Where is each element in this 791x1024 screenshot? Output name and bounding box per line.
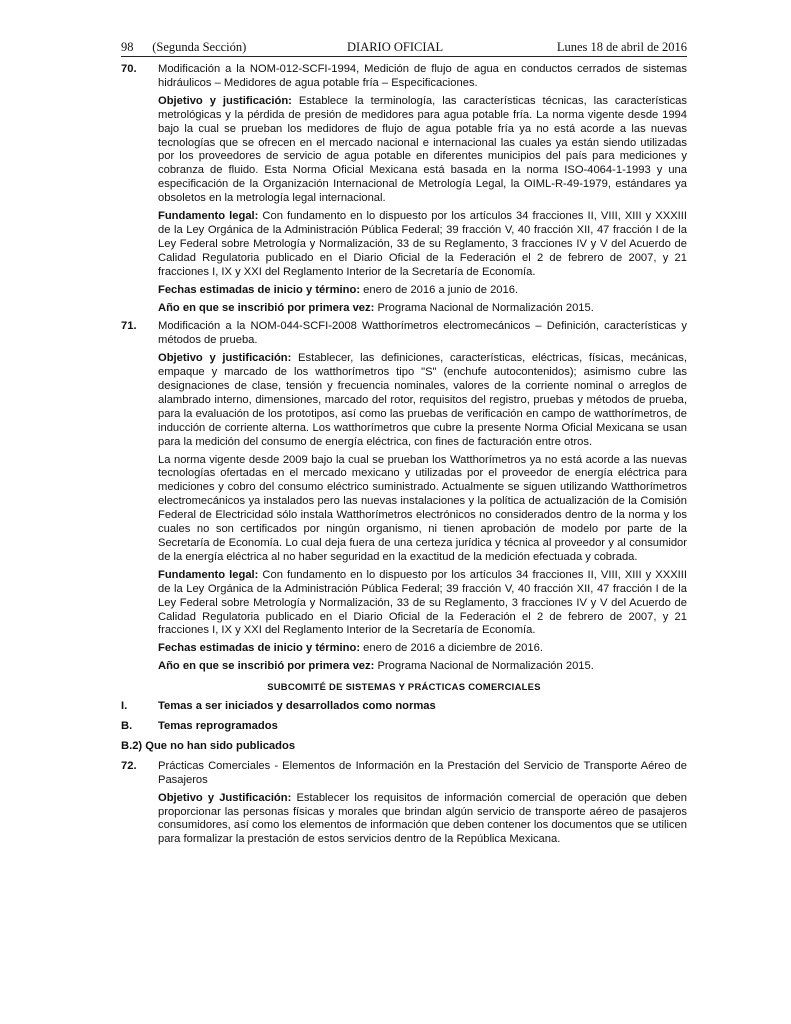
objetivo-paragraph (158, 792, 687, 848)
fechas-paragraph (158, 284, 687, 298)
subcommittee-heading: SUBCOMITÉ DE SISTEMAS Y PRÁCTICAS COMERCIALES (267, 681, 541, 693)
section-heading-I (121, 700, 687, 714)
objetivo-label: Objetivo y justificación: (158, 94, 292, 107)
item-70 (121, 63, 687, 315)
objetivo-text: Establecer los requisitos de información comercial de operación que deben proporcionar las personas físicas y morales que brindan algún servicio de transporte aéreo de pasajeros consumidores, así como los elementos de información que deben contener los documentos que se utilicen para formalizar la prestación de estos servicios dentro de la República Mexicana. (158, 791, 687, 846)
section-number: I. (121, 700, 128, 713)
section-label: Temas a ser iniciados y desarrollados como normas (158, 700, 436, 713)
page-header (121, 38, 687, 57)
section-heading-B (121, 720, 687, 734)
anio-paragraph (158, 660, 687, 674)
body-paragraph: La norma vigente desde 2009 bajo la cual se prueban los Watthorímetros ya no está acorde a las nuevas tecnologías ofertadas en el mercado mexicano y utilizadas por el proveedor de energía eléctrica para mediciones y cobro del consumo eléctrico suministrado. Actualmente se siguen utilizando Watthorímetros electromecánicos ya instalados pero las nuevas instalaciones y la política de actualización de la Comisión Federal de Electricidad sólo instala Watthorímetros electrónicos no considerados dentro de la norma y los cuales no son certificados por ningún organismo, ni tienen aprobación de modelo por parte de la Secretaría de Economía. Lo cual deja fuera de una certeza jurídica y técnica al proveedor y al consumidor de la energía eléctrica al no haber seguridad en la exactitud de la medición efectuada y cobrada. (158, 453, 687, 563)
fundamento-text: Con fundamento en lo dispuesto por los artículos 34 fracciones II, VIII, XIII y XXXIII de la Ley Orgánica de la Administración Pública Federal; 39 fracción V, 40 fracción XII, 47 fracción I de la Ley Federal sobre Metrología y Normalización, 33 de su Reglamento, 3 fracciones IV y V del Acuerdo de Calidad Regulatoria publicado en el Diario Oficial de la Federación el 2 de febrero de 2007, y 21 fracciones I, IX y XXI del Reglamento Interior de la Secretaría de Economía. (158, 210, 687, 278)
objetivo-label: Objetivo y justificación: (158, 352, 292, 365)
fundamento-label: Fundamento legal: (158, 210, 259, 223)
item-72 (121, 760, 687, 847)
fechas-text: enero de 2016 a junio de 2016. (360, 283, 519, 296)
item-title: Modificación a la NOM-044-SCFI-2008 Watthorímetros electromecánicos – Definición, características y métodos de prueba. (158, 320, 687, 347)
item-title: Prácticas Comerciales - Elementos de Información en la Prestación del Servicio de Transporte Aéreo de Pasajeros (158, 759, 687, 786)
document-page (121, 38, 687, 852)
objetivo-text: Establecer, las definiciones, características, eléctricas, físicas, mecánicas, empaque y marcado de los watthorímetros tipo "S" (enchufe autocontenidos); asimismo cubre las designaciones de clase, tensión y frecuencia nominales, valores de la corriente nominal o arreglos de alambrado interno, dimensiones, marcado del rotor, requisitos del registro, pruebas y métodos de prueba, para la evaluación de los prototipos, así como las pruebas de verificación en campo de watthorímetros, de inducción de corriente alterna. Los watthorímetros que cubre la presente Norma Oficial Mexicana se usan para la medición del consumo de energía eléctrica, con fines de facturación entre otros. (158, 352, 687, 448)
anio-text: Programa Nacional de Normalización 2015. (374, 301, 594, 314)
item-number: 72. (121, 759, 137, 772)
objetivo-label: Objetivo y Justificación: (158, 791, 292, 804)
publication-date: Lunes 18 de abril de 2016 (556, 40, 687, 54)
fechas-paragraph (158, 642, 687, 656)
anio-paragraph (158, 302, 687, 316)
anio-label: Año en que se inscribió por primera vez: (158, 660, 375, 673)
item-number: 71. (121, 320, 137, 333)
objetivo-text: Establece la terminología, las características técnicas, las características metrológicas y la pérdida de presión de medidores para agua potable fría. La norma vigente desde 1994 bajo la cual se prueban los medidores de flujo de agua potable fría ya no está acorde a las nuevas tecnologías que se ofrecen en el mercado nacional e internacional las cuales ya están siendo utilizadas por los proveedores de servicio de agua potable en diferentes municipios del país para mediciones y cobranza de fluido. Esta Norma Oficial Mexicana está basada en la norma ISO-4064-1-1993 y una especificación de la Organización Internacional de Metrología Legal, la OIML-R-49-1979, estándares ya obsoletos en la metrología legal internacional. (158, 94, 687, 205)
section-heading-B2: B.2) Que no han sido publicados (121, 739, 296, 752)
fundamento-paragraph (158, 569, 687, 639)
fechas-label: Fechas estimadas de inicio y término: (158, 283, 361, 296)
section-number: B. (121, 719, 133, 732)
anio-text: Programa Nacional de Normalización 2015. (374, 660, 594, 673)
fundamento-paragraph (158, 210, 687, 280)
objetivo-paragraph (158, 95, 687, 206)
page-number-section: 98 (Segunda Sección) (121, 40, 247, 54)
item-number: 70. (121, 63, 137, 75)
anio-label: Año en que se inscribió por primera vez: (158, 301, 375, 314)
section-label: Temas reprogramados (158, 719, 278, 732)
item-title: Modificación a la NOM-012-SCFI-1994, Medición de flujo de agua en conductos cerrados de sistemas hidráulicos – Medidores de agua potable fría – Especificaciones. (158, 63, 687, 89)
fundamento-label: Fundamento legal: (158, 568, 259, 581)
fundamento-text: Con fundamento en lo dispuesto por los artículos 34 fracciones II, VIII, XIII y XXXIII de la Ley Orgánica de la Administración Pública Federal; 39 fracción V, 40 fracción XII, 47 fracción I de la Ley Federal sobre Metrología y Normalización, 33 de su Reglamento, 3 fracciones IV y V del Acuerdo de Calidad Regulatoria publicado en el Diario Oficial de la Federación el 2 de febrero de 2007, y 21 fracciones I, IX y XXI del Reglamento Interior de la Secretaría de Economía. (158, 568, 687, 637)
newspaper-name: DIARIO OFICIAL (347, 40, 444, 54)
objetivo-paragraph (158, 352, 687, 449)
fechas-text: enero de 2016 a diciembre de 2016. (360, 642, 543, 655)
fechas-label: Fechas estimadas de inicio y término: (158, 642, 361, 655)
item-71 (121, 320, 687, 674)
